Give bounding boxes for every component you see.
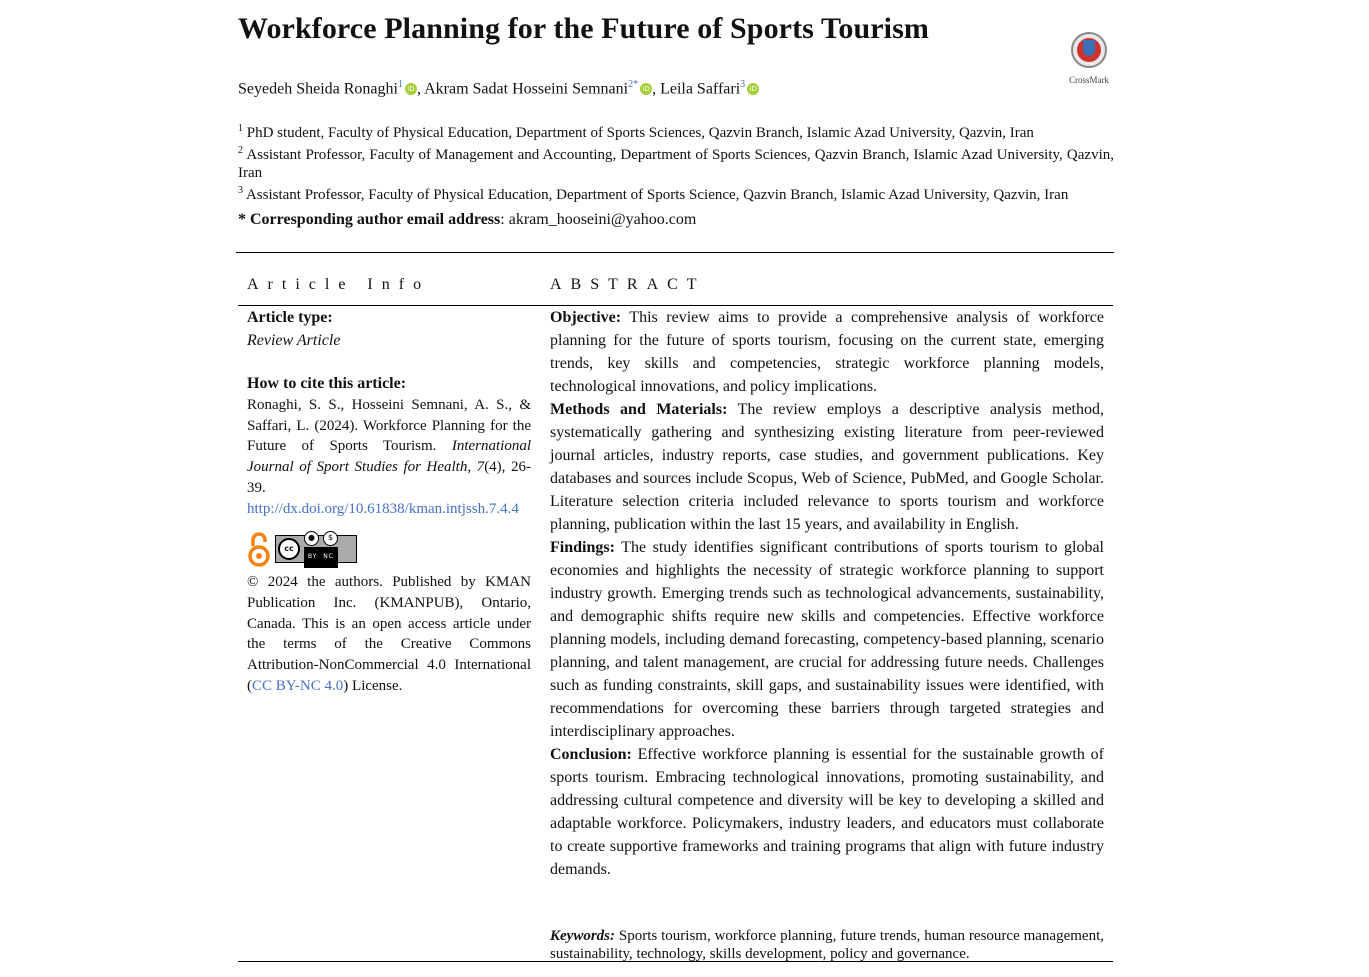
license-text [247,572,531,696]
author-name: Seyedeh Sheida Ronaghi [238,80,398,98]
affiliation-number: 2 [238,145,243,156]
findings-text: The study identifies significant contributions of sports tourism to global economies and highlights the necessity of strategic workforce planning to support industry growth. Emerging trends such as technological advancements, sustainability, and demographic shifts require new skills and competencies. Effective workforce planning models, including demand forecasting, competency-based planning, scenario planning, and talent management, are crucial for addressing future needs. Challenges such as funding constraints, skill gaps, and sustainability issues were identified, with recommendations for overcoming these barriers through targeted strategies and interdisciplinary approaches. [550,539,1104,740]
affiliation-item [238,142,1114,182]
objective-label: Objective: [550,309,622,326]
crossmark-icon [1070,31,1108,69]
license-tail: ) License. [343,677,403,694]
author-list: Seyedeh Sheida Ronaghi$^1$ iD , Akram Sadat Hosseini Semnani$^{2*}$ iD , Leila Saffari$^3$ iD [238,79,759,98]
by-label: BY [308,552,318,560]
abstract-methods [550,398,1104,536]
corresponding-author-label: * Corresponding author email address [238,211,501,228]
orcid-icon[interactable]: iD [640,83,652,95]
citation-pages: (4), 26-39. [247,459,531,496]
affiliations [238,120,1114,204]
article-info-column [247,306,531,696]
footer-divider [238,961,1113,962]
orcid-icon[interactable]: iD [405,83,417,95]
orcid-icon[interactable]: iD [747,83,759,95]
affiliation-item [238,182,1114,204]
findings-label: Findings: [550,539,615,556]
affiliation-number: 1 [238,123,243,134]
author-name: Akram Sadat Hosseini Semnani [424,80,629,98]
abstract-heading: ABSTRACT [550,276,706,293]
author-name: Leila Saffari [660,80,741,98]
cite-label: How to cite this article: [247,375,407,392]
author-affiliation-number: 1 [397,79,403,90]
affiliation-item [238,120,1114,142]
abstract-objective [550,306,1104,398]
cc-license-link[interactable]: CC BY-NC 4.0 [252,677,344,694]
keywords-text: Sports tourism, workforce planning, future trends, human resource management, sustainability, technology, skills development, policy and governance. [550,928,1104,962]
cc-by-nc-badge[interactable] [275,532,357,563]
keywords [550,927,1104,963]
author-affiliation-number: 2* [628,79,639,90]
affiliation-text: Assistant Professor, Faculty of Management and Accounting, Department of Sports Sciences, Qazvin Branch, Islamic Azad University, Qazvin, Iran [238,147,1114,181]
corresponding-author [238,211,696,229]
citation-journal: International Journal of Sport Studies for Health, [247,438,531,476]
license-badges [247,530,531,568]
paper-title: Workforce Planning for the Future of Sports Tourism [238,12,929,45]
doi-link[interactable]: http://dx.doi.org/10.61838/kman.intjssh.7.4.4 [247,500,519,517]
author-affiliation-number: 3 [740,79,746,90]
abstract-conclusion [550,743,1104,881]
citation-body: Ronaghi, S. S., Hosseini Semnani, A. S., & Saffari, L. (2024). Workforce Planning for the Future of Sports Tourism. [247,397,531,455]
cc-icon: cc [278,538,300,560]
article-type-value: Review Article [247,332,341,349]
citation-text [247,395,531,499]
license-body: © 2024 the authors. Published by KMAN Publication Inc. (KMANPUB), Ontario, Canada. This is an open access article under the terms of the Creative Commons Attribution-NonCommercial 4.0 International ( [247,574,531,694]
objective-text: This review aims to provide a comprehensive analysis of workforce planning for the future of sports tourism, focusing on the current state, emerging trends, key skills and competencies, strategic workforce planning models, technological innovations, and policy implications. [550,309,1104,395]
by-person-icon: ● [304,531,319,546]
conclusion-text: Effective workforce planning is essential for the sustainable growth of sports tourism. Embracing technological innovations, promoting sustainability, and addressing cultural competence and diversity will be key to developing a skilled and adaptable workforce. Policymakers, industry leaders, and educators must collaborate to create supportive frameworks and training programs that align with future industry demands. [550,746,1104,878]
crossmark-badge[interactable] [1064,31,1114,85]
open-access-icon [247,530,271,568]
affiliation-text: Assistant Professor, Faculty of Physical Education, Department of Sports Science, Qazvin Branch, Islamic Azad University, Qazvin, Iran [245,187,1069,203]
header-divider [236,252,1114,253]
abstract-findings [550,536,1104,743]
corresponding-author-email[interactable]: : akram_hooseini@yahoo.com [500,211,697,228]
methods-label: Methods and Materials: [550,401,728,418]
crossmark-label: CrossMark [1069,75,1109,85]
nc-dollar-icon: $ [323,531,338,546]
keywords-label: Keywords: [550,928,615,944]
citation-volume: 7 [471,459,485,476]
affiliation-number: 3 [238,185,243,196]
conclusion-label: Conclusion: [550,746,632,763]
article-info-heading: Article Info [247,276,431,293]
article-type-label: Article type: [247,309,333,326]
affiliation-text: PhD student, Faculty of Physical Education, Department of Sports Sciences, Qazvin Branch, Islamic Azad University, Qazvin, Iran [246,125,1034,141]
abstract-body [550,306,1104,881]
methods-text: The review employs a descriptive analysis method, systematically gathering and synthesizing existing literature from peer-reviewed journal articles, industry reports, case studies, and government publications. Key databases and sources include Scopus, Web of Science, PubMed, and Google Scholar. Literature selection criteria included relevance to sports tourism and workforce planning, publication within the last 15 years, and availability in English. [550,401,1104,533]
nc-label: NC [323,552,334,560]
